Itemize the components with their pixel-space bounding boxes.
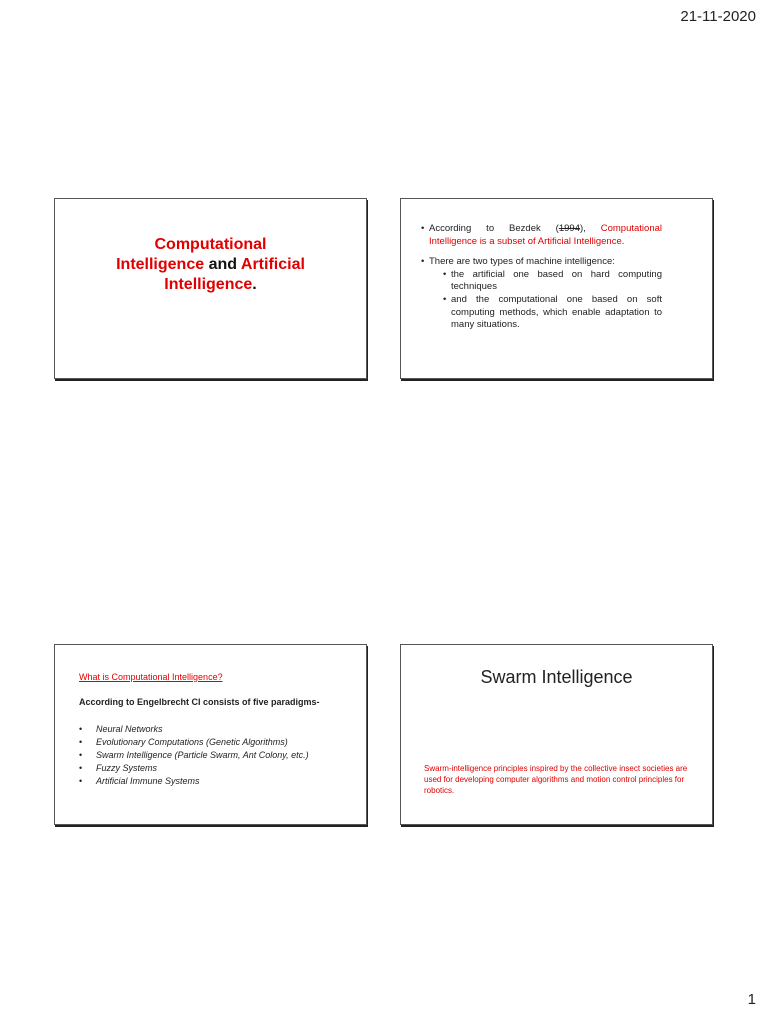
sub-bullet-item xyxy=(421,269,662,294)
list-item: • Neural Networks xyxy=(79,724,163,734)
bullet-text: ), xyxy=(579,223,601,234)
bullet-dot: • xyxy=(443,293,447,305)
slide-title xyxy=(55,235,366,295)
slide-body xyxy=(421,223,662,332)
bullet-text: and the computational one based on soft computing methods, which enable adaptation to many situations. xyxy=(451,293,662,331)
title-word: Intelligence xyxy=(164,276,253,293)
title-period: . xyxy=(252,276,257,293)
bullet-text: According to Bezdek ( xyxy=(429,223,559,234)
list-item: • Swarm Intelligence (Particle Swarm, Ant Colony, etc.) xyxy=(79,750,309,760)
bullet-year: 1994 xyxy=(558,223,580,234)
bullet-dot: • xyxy=(421,223,425,234)
slide-body: Swarm-intelligence principles inspired by the collective insect societies are used for developing computer algorithms and motion control principles for robotics. xyxy=(424,764,688,795)
title-word: Intelligence xyxy=(116,256,205,273)
title-word: Computational xyxy=(154,236,267,253)
bullet-item xyxy=(421,256,662,269)
page-number: 1 xyxy=(747,991,756,1008)
title-word: Artificial xyxy=(240,256,305,273)
paradigm-list xyxy=(79,723,320,788)
bullet-dot: • xyxy=(421,256,425,268)
bullet-text: the artificial one based on hard computing techniques xyxy=(451,268,662,293)
slide-swarm-intelligence xyxy=(400,644,713,825)
slide-subheading: According to Engelbrecht CI consists of five paradigms- xyxy=(79,697,320,707)
page-date: 21-11-2020 xyxy=(680,8,756,25)
list-item: • Fuzzy Systems xyxy=(79,763,158,773)
slide-ci-paradigms xyxy=(54,644,367,825)
slide-title: Swarm Intelligence xyxy=(480,667,633,687)
title-connector: and xyxy=(208,256,238,273)
list-item: • Evolutionary Computations (Genetic Algorithms) xyxy=(79,737,288,747)
bullet-highlight: Computational Intelligence is a subset of Artificial Intelligence. xyxy=(429,223,662,247)
bullet-dot: • xyxy=(443,268,447,280)
slide-heading: What is Computational Intelligence? xyxy=(79,672,223,682)
sub-bullet-item xyxy=(421,294,662,332)
bullet-text: There are two types of machine intelligence: xyxy=(429,256,615,268)
slide-bezdek-definition xyxy=(400,198,713,379)
slide-body xyxy=(79,671,320,788)
slide-computational-vs-artificial xyxy=(54,198,367,379)
bullet-item xyxy=(421,223,662,248)
list-item: • Artificial Immune Systems xyxy=(79,776,200,786)
